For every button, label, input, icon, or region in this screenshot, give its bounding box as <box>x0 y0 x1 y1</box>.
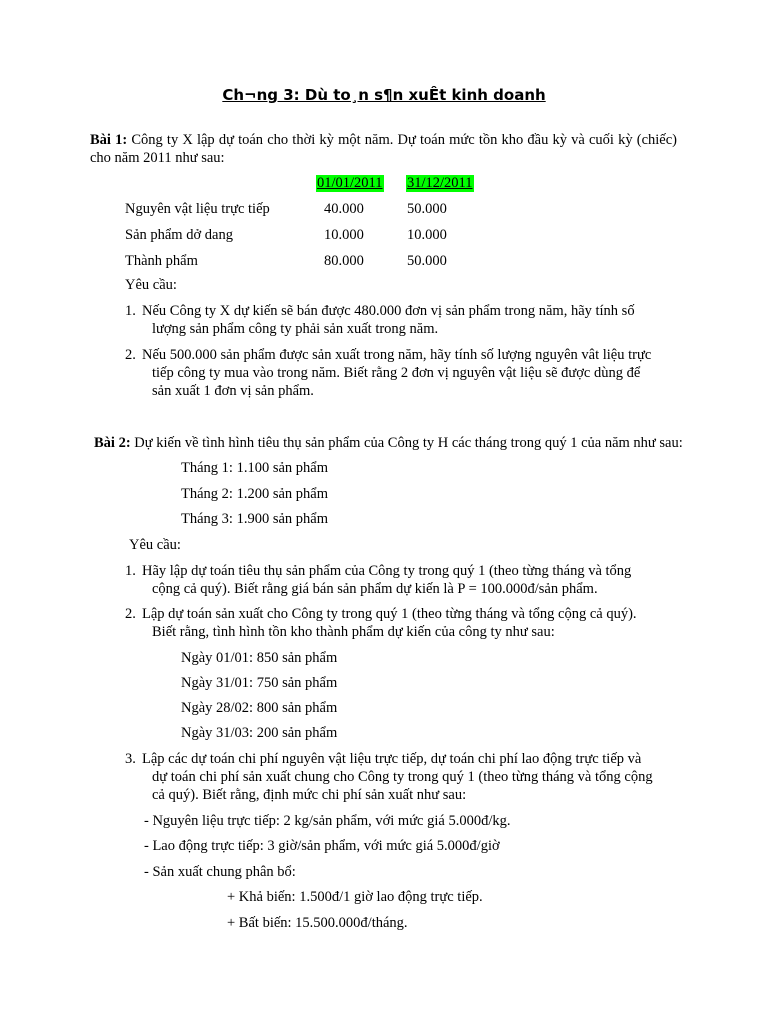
question-text: Lập các dự toán chi phí nguyên vật liệu trực tiếp, dự toán chi phí lao động trực tiếp và <box>142 751 642 767</box>
inventory-item: Ngày 31/01: 750 sản phẩm <box>181 675 338 691</box>
question-text: sản xuất 1 đơn vị sản phẩm. <box>152 383 314 399</box>
table-cell: 50.000 <box>407 201 447 217</box>
bai1-requirements-heading: Yêu cầu: <box>125 277 177 293</box>
question-text: dự toán chi phí sản xuất chung cho Công ty trong quý 1 (theo từng tháng và tổng cộng <box>152 769 653 785</box>
bai2-intro-text: Dự kiến về tình hình tiêu thụ sản phẩm của Công ty H các tháng trong quý 1 của năm như sau: <box>134 435 683 451</box>
bai1-label: Bài 1: <box>90 132 128 148</box>
question-text: Hãy lập dự toán tiêu thụ sản phẩm của Công ty trong quý 1 (theo từng tháng và tổng <box>142 563 632 579</box>
table-cell: 50.000 <box>407 253 447 269</box>
month-sales-item: Tháng 1: 1.100 sản phẩm <box>181 460 328 476</box>
question-text: Nếu 500.000 sản phẩm được sản xuất trong năm, hãy tính số lượng nguyên vât liệu trực <box>142 347 652 363</box>
month-sales-item: Tháng 2: 1.200 sản phẩm <box>181 486 328 502</box>
bai2-intro-paragraph <box>94 435 683 452</box>
overhead-item: + Bất biến: 15.500.000đ/tháng. <box>227 915 408 931</box>
question-text: tiếp công ty mua vào trong năm. Biết rằng 2 đơn vị nguyên vật liệu sẽ được dùng để <box>152 365 641 381</box>
question-number: 1. <box>125 563 136 579</box>
bai2-label: Bài 2: <box>94 435 131 451</box>
table-cell: 10.000 <box>407 227 447 243</box>
question-text: lượng sản phẩm công ty phải sản xuất trong năm. <box>152 321 439 337</box>
question-text: Nếu Công ty X dự kiến sẽ bán được 480.000 đơn vị sản phẩm trong năm, hãy tính số <box>142 303 635 319</box>
table-header-end-date: 31/12/2011 <box>407 175 473 191</box>
question-text: Biết rằng, tình hình tồn kho thành phẩm dự kiến của công ty như sau: <box>152 624 555 640</box>
table-row-label: Thành phẩm <box>125 253 198 269</box>
table-header-start-date: 01/01/2011 <box>317 175 383 191</box>
table-row-label: Sản phẩm dở dang <box>125 227 233 243</box>
table-cell: 40.000 <box>324 201 364 217</box>
bai2-requirements-heading: Yêu cầu: <box>129 537 181 553</box>
table-row-label: Nguyên vật liệu trực tiếp <box>125 201 270 217</box>
table-cell: 80.000 <box>324 253 364 269</box>
chapter-title: Ch¬ng 3: Dù to¸n s¶n xuÊt kinh doanh <box>222 86 546 104</box>
month-sales-item: Tháng 3: 1.900 sản phẩm <box>181 511 328 527</box>
inventory-item: Ngày 28/02: 800 sản phẩm <box>181 700 338 716</box>
question-number: 2. <box>125 347 136 363</box>
question-number: 2. <box>125 606 136 622</box>
bai1-intro-text: Công ty X lập dự toán cho thời kỳ một năm. Dự toán mức tồn kho đầu kỳ và cuối kỳ (chiếc) cho năm 2011 như sau: <box>90 132 678 166</box>
overhead-item: + Khả biến: 1.500đ/1 giờ lao động trực tiếp. <box>227 889 483 905</box>
question-text: cộng cả quý). Biết rằng giá bán sản phẩm dự kiến là P = 100.000đ/sản phẩm. <box>152 581 598 597</box>
question-number: 3. <box>125 751 136 767</box>
inventory-item: Ngày 31/03: 200 sản phẩm <box>181 725 338 741</box>
question-text: Lập dự toán sản xuất cho Công ty trong quý 1 (theo từng tháng và tổng cộng cả quý). <box>142 606 637 622</box>
bai1-intro-paragraph <box>90 131 677 167</box>
cost-norm-item: - Nguyên liệu trực tiếp: 2 kg/sản phẩm, với mức giá 5.000đ/kg. <box>144 813 511 829</box>
inventory-item: Ngày 01/01: 850 sản phẩm <box>181 650 338 666</box>
cost-norm-item: - Lao động trực tiếp: 3 giờ/sản phẩm, với mức giá 5.000đ/giờ <box>144 838 500 854</box>
table-cell: 10.000 <box>324 227 364 243</box>
question-text: cả quý). Biết rằng, định mức chi phí sản xuất như sau: <box>152 787 467 803</box>
question-number: 1. <box>125 303 136 319</box>
cost-norm-item: - Sản xuất chung phân bổ: <box>144 864 296 880</box>
